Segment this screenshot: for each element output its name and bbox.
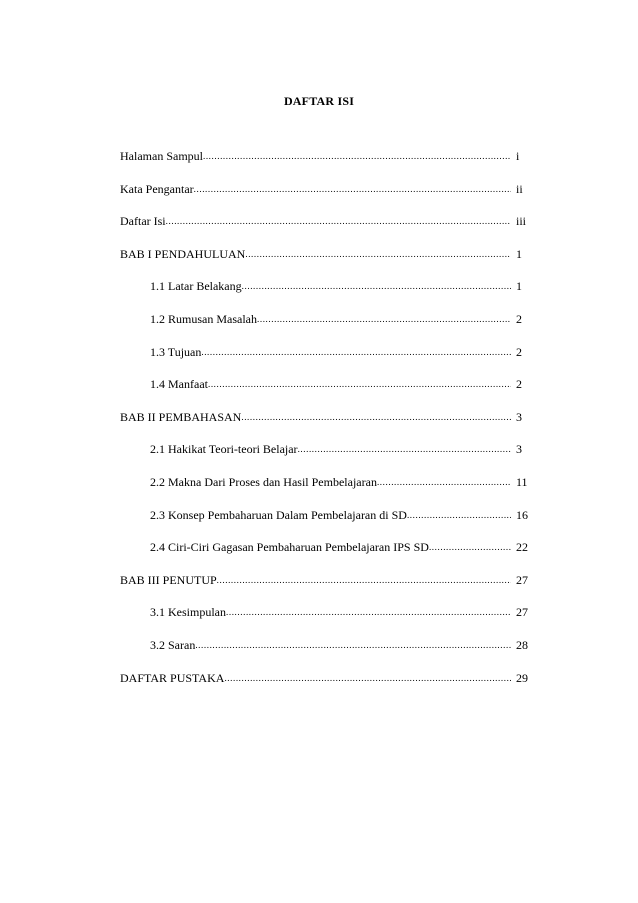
toc-entry-page: 22 <box>516 540 528 555</box>
toc-entry-page: 27 <box>516 605 528 620</box>
toc-entry-page: 2 <box>516 377 522 392</box>
toc-subentry <box>120 277 534 296</box>
toc-entry-label: 2.2 Makna Dari Proses dan Hasil Pembelajaran <box>150 474 377 489</box>
toc-entry-label: 2.4 Ciri-Ciri Gagasan Pembaharuan Pembelajaran IPS SD <box>150 540 429 555</box>
toc-entry-page: 3 <box>516 442 522 457</box>
toc-entry-label: 3.1 Kesimpulan <box>150 605 226 620</box>
toc-entry-page: ii <box>516 181 523 196</box>
toc-entry-page: 2 <box>516 344 522 359</box>
toc-entry-label: DAFTAR PUSTAKA <box>120 670 225 685</box>
toc-entry <box>120 408 534 427</box>
toc-leader-dots <box>407 506 511 525</box>
toc-entry-label: 2.1 Hakikat Teori-teori Belajar <box>150 442 298 457</box>
toc-entry-label: Daftar Isi <box>120 214 166 229</box>
toc-leader-dots <box>203 147 511 166</box>
toc-entry-label: 1.3 Tujuan <box>150 344 202 359</box>
toc-leader-dots <box>298 440 511 459</box>
toc-entry-page: i <box>516 149 520 163</box>
toc-entry-page: 28 <box>516 637 528 652</box>
toc-subentry <box>120 343 534 362</box>
toc-entry-label: Kata Pengantar <box>120 181 194 196</box>
toc-leader-dots <box>245 245 511 264</box>
page-title: DAFTAR ISI <box>283 94 355 108</box>
toc-subentry <box>120 506 534 525</box>
toc-leader-dots <box>195 636 511 655</box>
toc-subentry <box>120 603 534 622</box>
toc-subentry <box>120 375 534 394</box>
toc-entry <box>120 212 534 231</box>
toc-entry-label: 3.2 Saran <box>150 637 196 652</box>
toc-entry-page: 1 <box>516 246 522 261</box>
toc-leader-dots <box>224 669 511 688</box>
toc-entry-label: 2.3 Konsep Pembaharuan Dalam Pembelajaran di SD <box>150 507 407 522</box>
toc-entry-label: 1.1 Latar Belakang <box>150 279 242 294</box>
toc-leader-dots <box>377 473 511 492</box>
toc-leader-dots <box>194 180 511 199</box>
toc-entry-page: iii <box>516 214 527 229</box>
toc-subentry <box>120 440 534 459</box>
toc-entry-page: 16 <box>516 507 528 522</box>
toc-entry <box>120 571 534 590</box>
toc-leader-dots <box>242 277 511 296</box>
toc-leader-dots <box>166 212 511 231</box>
toc-entry-page: 11 <box>516 474 528 489</box>
toc-entry-label: BAB I PENDAHULUAN <box>120 246 246 261</box>
toc-leader-dots <box>201 343 511 362</box>
toc-entry <box>120 245 534 264</box>
toc-subentry <box>120 473 534 492</box>
toc-subentry <box>120 636 534 655</box>
toc-subentry <box>120 538 534 557</box>
toc-entry-label: 1.2 Rumusan Masalah <box>150 311 257 326</box>
toc-entry <box>120 180 534 199</box>
toc-entry <box>120 669 534 688</box>
toc-entry-page: 2 <box>516 311 522 326</box>
toc-entry-page: 1 <box>516 279 522 294</box>
toc-entry-label: BAB II PEMBAHASAN <box>120 409 242 424</box>
toc-entry-page: 3 <box>516 409 522 424</box>
toc-leader-dots <box>257 310 511 329</box>
toc-leader-dots <box>208 375 511 394</box>
toc-leader-dots <box>429 538 511 557</box>
toc-entry-page: 27 <box>516 572 528 587</box>
toc-leader-dots <box>226 603 511 622</box>
toc-entry <box>120 147 534 166</box>
toc-leader-dots <box>217 571 511 590</box>
toc-leader-dots <box>241 408 511 427</box>
toc-entry-label: 1.4 Manfaat <box>150 377 208 392</box>
toc-subentry <box>120 310 534 329</box>
toc-entry-label: BAB III PENUTUP <box>120 572 217 587</box>
toc-entry-page: 29 <box>516 670 528 685</box>
toc-entry-label: Halaman Sampul <box>120 149 203 163</box>
table-of-contents <box>120 147 534 701</box>
